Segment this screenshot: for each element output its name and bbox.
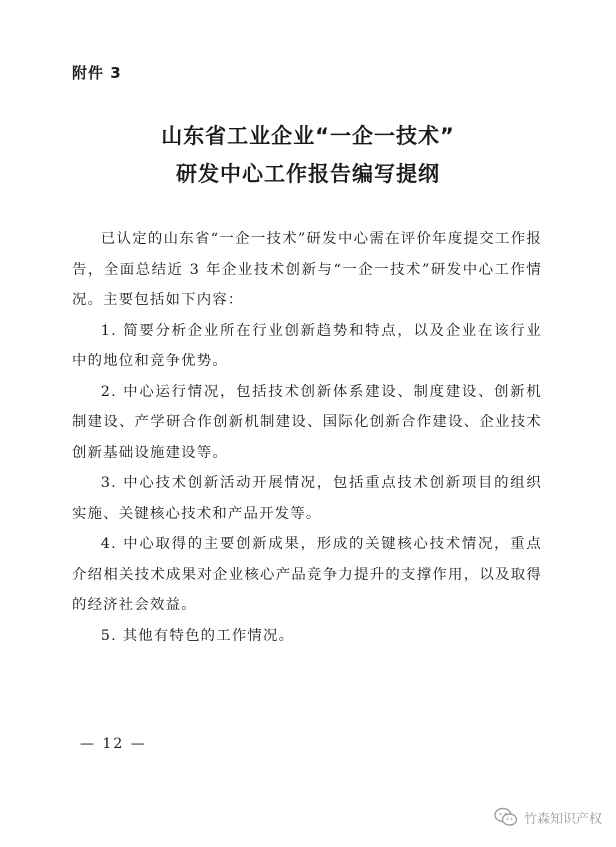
watermark bbox=[494, 807, 602, 827]
document-body bbox=[72, 224, 542, 651]
document-title-line-2: 研发中心工作报告编写提纲 bbox=[176, 162, 440, 186]
list-item-4: 4. 中心取得的主要创新成果，形成的关键核心技术情况，重点介绍相关技术成果对企业核心产品竞争力提升的支撑作用，以及取得的经济社会效益。 bbox=[72, 536, 542, 613]
attachment-label: 附件 3 bbox=[72, 64, 122, 82]
list-item-3: 3. 中心技术创新活动开展情况，包括重点技术创新项目的组织实施、关键核心技术和产品开发等。 bbox=[72, 475, 542, 522]
watermark-text: 竹森知识产权 bbox=[523, 811, 602, 827]
list-item-1: 1. 简要分析企业所在行业创新趋势和特点，以及企业在该行业中的地位和竞争优势。 bbox=[72, 322, 542, 369]
list-item-5: 5. 其他有特色的工作情况。 bbox=[100, 627, 295, 644]
list-item-2: 2. 中心运行情况，包括技术创新体系建设、制度建设、创新机制建设、产学研合作创新机制建设、国际化创新合作建设、企业技术创新基础设施建设等。 bbox=[72, 383, 542, 461]
intro-paragraph: 已认定的山东省“一企一技术”研发中心需在评价年度提交工作报告，全面总结近 3 年企业技术创新与“一企一技术”研发中心工作情况。主要包括如下内容： bbox=[72, 231, 542, 308]
document-title-line-1: 山东省工业企业“一企一技术” bbox=[161, 124, 455, 148]
page-number: — 12 — bbox=[80, 736, 147, 752]
wechat-icon bbox=[494, 807, 518, 827]
